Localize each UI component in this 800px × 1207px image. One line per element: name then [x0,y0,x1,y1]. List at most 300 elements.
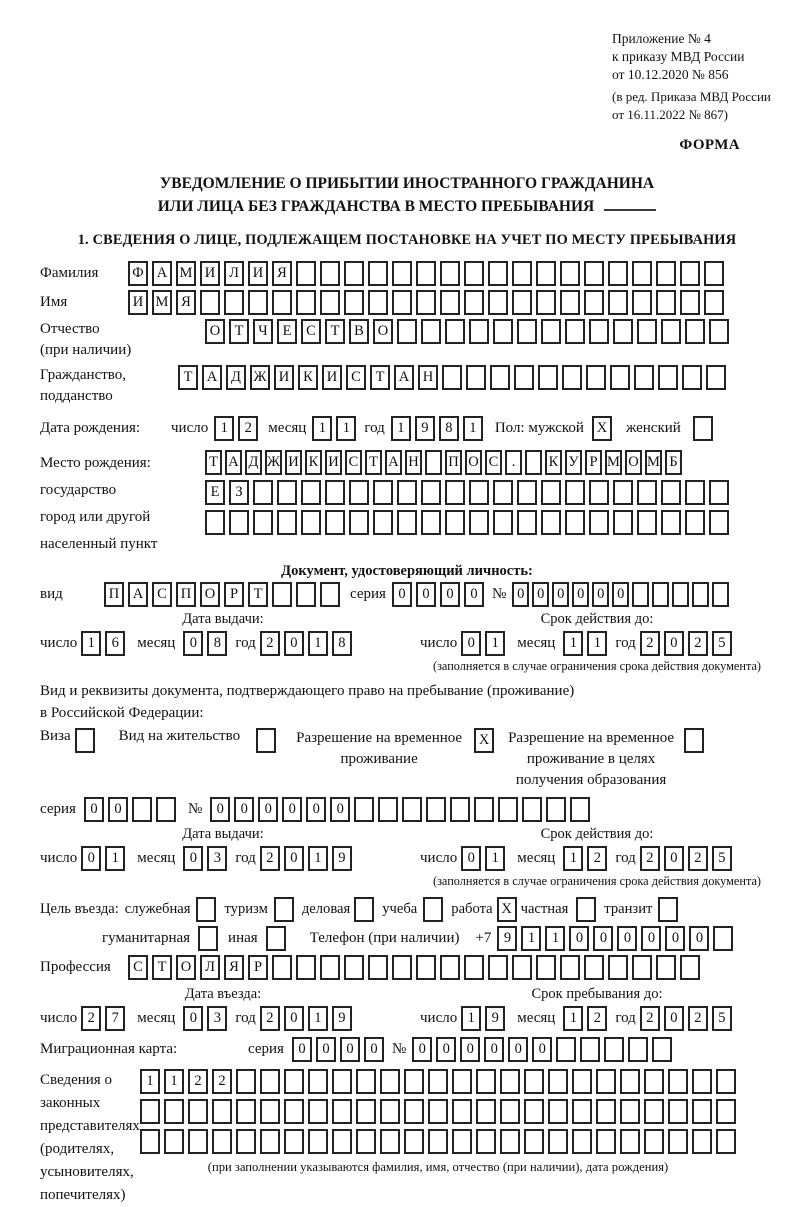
form-cell[interactable]: 1 [563,631,583,656]
form-cell[interactable] [464,955,484,980]
form-cell[interactable] [368,261,388,286]
form-cell[interactable] [212,1129,232,1154]
form-cell[interactable] [652,582,669,607]
form-cell[interactable] [356,1129,376,1154]
form-cell[interactable] [548,1099,568,1124]
form-cell[interactable] [493,480,513,505]
form-cell[interactable]: 0 [412,1037,432,1062]
form-cell[interactable]: 9 [332,1006,352,1031]
sex-female-checkbox[interactable] [693,416,713,441]
form-cell[interactable] [416,290,436,315]
form-cell[interactable] [522,797,542,822]
form-cell[interactable] [373,480,393,505]
form-cell[interactable] [445,480,465,505]
form-cell[interactable]: 0 [282,797,302,822]
phone-cells[interactable] [497,926,733,951]
form-cell[interactable] [488,261,508,286]
form-cell[interactable] [644,1069,664,1094]
form-cell[interactable] [610,365,630,390]
form-cell[interactable] [716,1129,736,1154]
form-cell[interactable] [693,416,713,441]
form-cell[interactable] [380,1129,400,1154]
stay-month-cells[interactable] [563,1006,607,1031]
form-cell[interactable]: 6 [105,631,125,656]
form-cell[interactable]: С [485,450,502,475]
form-cell[interactable] [416,955,436,980]
form-cell[interactable] [620,1069,640,1094]
form-cell[interactable] [608,290,628,315]
form-cell[interactable]: 0 [572,582,589,607]
form-cell[interactable]: 1 [587,631,607,656]
form-cell[interactable] [668,1069,688,1094]
form-cell[interactable] [277,480,297,505]
form-cell[interactable] [541,319,561,344]
form-cell[interactable] [644,1129,664,1154]
form-cell[interactable]: У [565,450,582,475]
form-cell[interactable] [308,1099,328,1124]
birth-place-row2-cells[interactable] [205,480,729,505]
form-cell[interactable] [596,1099,616,1124]
form-cell[interactable] [392,290,412,315]
form-cell[interactable]: 2 [688,631,708,656]
form-cell[interactable] [684,728,704,753]
form-cell[interactable] [524,1129,544,1154]
issue-month-cells[interactable] [183,631,227,656]
form-cell[interactable]: X [592,416,612,441]
form-cell[interactable] [613,319,633,344]
form-cell[interactable]: 0 [461,631,481,656]
form-cell[interactable]: 2 [260,631,280,656]
form-cell[interactable]: 2 [640,1006,660,1031]
form-cell[interactable]: 8 [332,631,352,656]
purpose-business-checkbox[interactable] [196,897,216,922]
form-cell[interactable] [272,582,292,607]
form-cell[interactable] [556,1037,576,1062]
stay-day-cells[interactable] [461,1006,505,1031]
form-cell[interactable] [613,510,633,535]
form-cell[interactable]: 2 [688,1006,708,1031]
form-cell[interactable] [512,955,532,980]
form-cell[interactable] [188,1099,208,1124]
form-cell[interactable] [476,1099,496,1124]
purpose-private-checkbox[interactable] [576,897,596,922]
form-cell[interactable] [344,290,364,315]
form-cell[interactable] [525,450,542,475]
form-cell[interactable]: . [505,450,522,475]
form-cell[interactable]: 1 [545,926,565,951]
form-cell[interactable] [596,1069,616,1094]
form-cell[interactable]: Е [205,480,225,505]
form-cell[interactable]: 8 [439,416,459,441]
form-cell[interactable]: 0 [461,846,481,871]
form-cell[interactable]: 2 [260,1006,280,1031]
form-cell[interactable]: Ж [265,450,282,475]
form-cell[interactable]: 8 [207,631,227,656]
form-cell[interactable] [637,510,657,535]
form-cell[interactable] [320,261,340,286]
form-cell[interactable] [349,480,369,505]
form-cell[interactable]: Т [205,450,222,475]
form-cell[interactable] [565,480,585,505]
form-cell[interactable]: С [301,319,321,344]
form-cell[interactable] [704,261,724,286]
form-cell[interactable] [524,1069,544,1094]
form-cell[interactable] [500,1099,520,1124]
form-cell[interactable]: М [152,290,172,315]
form-cell[interactable]: 2 [260,846,280,871]
form-cell[interactable] [308,1129,328,1154]
form-cell[interactable]: 2 [212,1069,232,1094]
form-cell[interactable] [500,1129,520,1154]
form-cell[interactable] [490,365,510,390]
form-cell[interactable] [517,319,537,344]
form-cell[interactable]: 1 [214,416,234,441]
legal-reps-row1-cells[interactable] [140,1069,736,1094]
form-cell[interactable]: 0 [183,1006,203,1031]
form-cell[interactable] [709,480,729,505]
surname-cells[interactable] [128,261,724,286]
form-cell[interactable]: 1 [521,926,541,951]
form-cell[interactable] [685,480,705,505]
form-cell[interactable]: 0 [617,926,637,951]
form-cell[interactable]: 0 [416,582,436,607]
purpose-other-checkbox[interactable] [266,926,286,951]
form-cell[interactable] [620,1099,640,1124]
form-cell[interactable]: Д [226,365,246,390]
form-cell[interactable]: 0 [234,797,254,822]
form-cell[interactable]: Ч [253,319,273,344]
form-cell[interactable] [368,290,388,315]
birth-place-row1-cells[interactable] [205,450,729,475]
form-cell[interactable]: 0 [664,846,684,871]
form-cell[interactable]: 0 [306,797,326,822]
form-cell[interactable]: 1 [485,631,505,656]
purpose-humanitarian-checkbox[interactable] [198,926,218,951]
form-cell[interactable] [440,290,460,315]
entry-month-cells[interactable] [183,1006,227,1031]
form-cell[interactable]: С [346,365,366,390]
form-cell[interactable] [692,582,709,607]
form-cell[interactable] [442,365,462,390]
form-cell[interactable]: 0 [532,1037,552,1062]
form-cell[interactable] [378,797,398,822]
form-cell[interactable]: 0 [593,926,613,951]
form-cell[interactable]: М [176,261,196,286]
citizenship-cells[interactable] [178,365,726,390]
form-cell[interactable]: В [349,319,369,344]
form-cell[interactable]: 0 [340,1037,360,1062]
form-cell[interactable] [644,1099,664,1124]
form-cell[interactable]: 5 [712,846,732,871]
form-cell[interactable]: О [176,955,196,980]
form-cell[interactable] [692,1129,712,1154]
form-cell[interactable] [212,1099,232,1124]
form-cell[interactable] [476,1129,496,1154]
expiry-year-cells[interactable] [640,631,732,656]
form-cell[interactable] [682,365,702,390]
form-cell[interactable]: 0 [183,846,203,871]
form-cell[interactable]: Л [200,955,220,980]
form-cell[interactable]: Р [224,582,244,607]
form-cell[interactable] [450,797,470,822]
form-cell[interactable]: 0 [665,926,685,951]
form-cell[interactable]: 9 [332,846,352,871]
form-cell[interactable]: 0 [210,797,230,822]
form-cell[interactable] [709,319,729,344]
form-cell[interactable]: 1 [463,416,483,441]
form-cell[interactable]: А [385,450,402,475]
form-cell[interactable]: Д [245,450,262,475]
form-cell[interactable]: 9 [497,926,517,951]
form-cell[interactable] [200,290,220,315]
form-cell[interactable] [680,261,700,286]
form-cell[interactable] [514,365,534,390]
form-cell[interactable] [301,510,321,535]
form-cell[interactable] [404,1099,424,1124]
form-cell[interactable] [685,510,705,535]
form-cell[interactable]: А [128,582,148,607]
form-cell[interactable] [589,510,609,535]
form-cell[interactable] [546,797,566,822]
form-cell[interactable] [634,365,654,390]
form-cell[interactable]: 5 [712,631,732,656]
form-cell[interactable] [469,319,489,344]
issue-day-cells[interactable] [81,846,125,871]
form-cell[interactable] [560,290,580,315]
form-cell[interactable] [425,450,442,475]
form-cell[interactable]: 0 [392,582,412,607]
form-cell[interactable] [188,1129,208,1154]
issue-day-cells[interactable] [81,631,125,656]
purpose-study-checkbox[interactable] [423,897,443,922]
form-cell[interactable] [397,319,417,344]
form-cell[interactable]: К [545,450,562,475]
expiry-day-cells[interactable] [461,846,505,871]
form-cell[interactable]: 9 [415,416,435,441]
form-cell[interactable] [498,797,518,822]
form-cell[interactable] [716,1069,736,1094]
form-cell[interactable] [517,480,537,505]
sex-male-checkbox[interactable] [592,416,612,441]
form-cell[interactable] [536,290,556,315]
form-cell[interactable] [562,365,582,390]
migration-series-cells[interactable] [292,1037,384,1062]
form-cell[interactable] [164,1129,184,1154]
form-cell[interactable] [397,510,417,535]
purpose-tourism-checkbox[interactable] [274,897,294,922]
form-cell[interactable]: 0 [508,1037,528,1062]
form-cell[interactable]: П [176,582,196,607]
form-cell[interactable]: 1 [308,1006,328,1031]
residence-number-cells[interactable] [210,797,590,822]
form-cell[interactable]: 0 [440,582,460,607]
form-cell[interactable] [512,290,532,315]
form-cell[interactable] [658,365,678,390]
form-cell[interactable]: 2 [238,416,258,441]
form-cell[interactable]: К [298,365,318,390]
form-cell[interactable]: 1 [485,846,505,871]
purpose-work-checkbox[interactable] [497,897,517,922]
form-cell[interactable] [284,1129,304,1154]
form-cell[interactable]: 1 [164,1069,184,1094]
form-cell[interactable] [320,582,340,607]
form-cell[interactable]: X [474,728,494,753]
form-cell[interactable]: Т [325,319,345,344]
form-cell[interactable]: 0 [436,1037,456,1062]
form-cell[interactable] [452,1129,472,1154]
form-cell[interactable] [354,897,374,922]
form-cell[interactable] [325,510,345,535]
purpose-transit-checkbox[interactable] [658,897,678,922]
form-cell[interactable] [452,1099,472,1124]
form-cell[interactable]: 0 [460,1037,480,1062]
form-cell[interactable]: 1 [391,416,411,441]
form-cell[interactable]: 9 [485,1006,505,1031]
form-cell[interactable]: Т [152,955,172,980]
temp-residence-checkbox[interactable] [474,728,494,753]
form-cell[interactable] [260,1099,280,1124]
form-cell[interactable] [404,1069,424,1094]
form-cell[interactable] [565,319,585,344]
form-cell[interactable] [196,897,216,922]
form-cell[interactable] [440,261,460,286]
form-cell[interactable] [680,955,700,980]
form-cell[interactable] [572,1069,592,1094]
form-cell[interactable] [661,319,681,344]
form-cell[interactable]: А [394,365,414,390]
form-cell[interactable]: С [128,955,148,980]
form-cell[interactable] [272,290,292,315]
form-cell[interactable]: 0 [512,582,529,607]
form-cell[interactable]: С [345,450,362,475]
form-cell[interactable]: 0 [292,1037,312,1062]
form-cell[interactable] [274,897,294,922]
form-cell[interactable] [248,290,268,315]
form-cell[interactable] [277,510,297,535]
birth-year-cells[interactable] [391,416,483,441]
form-cell[interactable] [284,1099,304,1124]
form-cell[interactable] [423,897,443,922]
stay-year-cells[interactable] [640,1006,732,1031]
patronymic-cells[interactable] [205,319,729,344]
form-cell[interactable] [464,261,484,286]
form-cell[interactable]: 1 [308,631,328,656]
form-cell[interactable] [428,1069,448,1094]
form-cell[interactable]: 1 [140,1069,160,1094]
form-cell[interactable]: 0 [689,926,709,951]
form-cell[interactable] [356,1069,376,1094]
form-cell[interactable] [658,897,678,922]
form-cell[interactable] [301,480,321,505]
form-cell[interactable] [704,290,724,315]
form-cell[interactable] [584,955,604,980]
form-cell[interactable]: 0 [108,797,128,822]
expiry-day-cells[interactable] [461,631,505,656]
form-cell[interactable] [466,365,486,390]
profession-cells[interactable] [128,955,700,980]
form-cell[interactable]: Я [272,261,292,286]
form-cell[interactable]: А [225,450,242,475]
form-cell[interactable] [445,319,465,344]
form-cell[interactable] [713,926,733,951]
form-cell[interactable] [205,510,225,535]
form-cell[interactable] [469,480,489,505]
form-cell[interactable] [560,261,580,286]
form-cell[interactable]: 1 [563,846,583,871]
form-cell[interactable] [156,797,176,822]
form-cell[interactable]: 0 [183,631,203,656]
form-cell[interactable]: 0 [612,582,629,607]
form-cell[interactable]: 1 [81,631,101,656]
edu-residence-checkbox[interactable] [684,728,704,753]
form-cell[interactable] [132,797,152,822]
form-cell[interactable]: 1 [105,846,125,871]
form-cell[interactable] [332,1099,352,1124]
form-cell[interactable] [661,510,681,535]
form-cell[interactable]: 2 [640,846,660,871]
doc-number-cells[interactable] [512,582,729,607]
expiry-month-cells[interactable] [563,846,607,871]
form-cell[interactable] [356,1099,376,1124]
form-cell[interactable] [586,365,606,390]
form-cell[interactable] [632,582,649,607]
form-cell[interactable] [541,510,561,535]
form-cell[interactable] [320,955,340,980]
form-cell[interactable] [613,480,633,505]
form-cell[interactable]: Р [248,955,268,980]
form-cell[interactable] [596,1129,616,1154]
form-cell[interactable] [536,955,556,980]
form-cell[interactable] [421,510,441,535]
form-cell[interactable] [692,1099,712,1124]
form-cell[interactable]: Т [229,319,249,344]
form-cell[interactable] [500,1069,520,1094]
form-cell[interactable] [580,1037,600,1062]
form-cell[interactable]: Ф [128,261,148,286]
form-cell[interactable]: 0 [284,846,304,871]
form-cell[interactable] [536,261,556,286]
form-cell[interactable]: 0 [81,846,101,871]
form-cell[interactable]: 0 [664,1006,684,1031]
form-cell[interactable]: 1 [308,846,328,871]
form-cell[interactable]: Т [178,365,198,390]
form-cell[interactable] [538,365,558,390]
form-cell[interactable] [541,480,561,505]
form-cell[interactable] [426,797,446,822]
form-cell[interactable]: 0 [464,582,484,607]
form-cell[interactable]: О [205,319,225,344]
form-cell[interactable]: 0 [569,926,589,951]
form-cell[interactable]: И [285,450,302,475]
form-cell[interactable] [402,797,422,822]
form-cell[interactable]: 2 [587,846,607,871]
form-cell[interactable]: 1 [461,1006,481,1031]
form-cell[interactable] [493,319,513,344]
form-cell[interactable] [604,1037,624,1062]
form-cell[interactable] [474,797,494,822]
form-cell[interactable] [349,510,369,535]
form-cell[interactable] [608,955,628,980]
form-cell[interactable]: О [465,450,482,475]
form-cell[interactable]: Т [370,365,390,390]
form-cell[interactable] [493,510,513,535]
form-cell[interactable] [392,955,412,980]
form-cell[interactable] [421,480,441,505]
form-cell[interactable]: И [200,261,220,286]
form-cell[interactable]: И [322,365,342,390]
form-cell[interactable] [548,1069,568,1094]
form-cell[interactable] [236,1069,256,1094]
